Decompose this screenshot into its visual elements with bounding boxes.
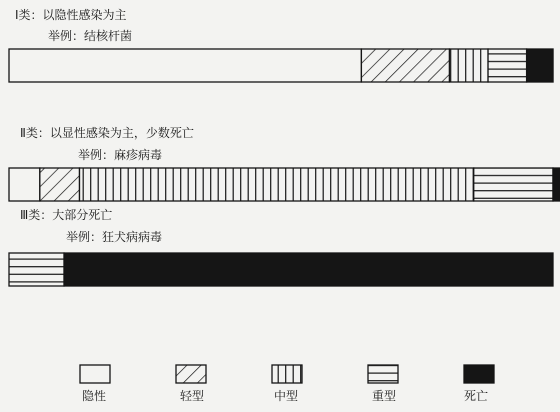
bar-2-segment-mild	[40, 168, 80, 201]
category-3-heading: Ⅲ类：大部分死亡	[20, 208, 113, 222]
legend-swatch-death	[464, 365, 494, 383]
bar-1-segment-inapparent	[9, 49, 361, 82]
legend-label-mild: 轻型	[180, 389, 205, 403]
category-2-example: 举例：麻疹病毒	[78, 148, 163, 162]
bar-3-segment-severe	[9, 253, 64, 286]
legend-swatch-severe	[368, 365, 398, 383]
legend-label-severe: 重型	[372, 389, 397, 403]
bar-1-segment-moderate	[449, 49, 488, 82]
legend-label-death: 死亡	[464, 389, 489, 403]
category-2-heading: Ⅱ类：以显性感染为主，少数死亡	[20, 126, 194, 140]
legend-label-moderate: 中型	[274, 389, 299, 403]
bar-1-segment-mild	[361, 49, 449, 82]
legend-label-inapparent: 隐性	[82, 389, 107, 403]
category-3-example: 举例：狂犬病病毒	[66, 230, 163, 244]
legend-swatch-moderate	[272, 365, 302, 383]
bar-2-segment-severe	[474, 168, 553, 201]
category-1-example: 举例：结核杆菌	[48, 29, 133, 43]
bar-1-segment-death	[527, 49, 553, 82]
legend-swatch-mild	[176, 365, 206, 383]
bar-2-segment-inapparent	[9, 168, 40, 201]
bar-2-segment-moderate	[80, 168, 474, 201]
legend-swatch-inapparent	[80, 365, 110, 383]
category-1-heading: Ⅰ类：以隐性感染为主	[15, 8, 127, 22]
bar-3-segment-death	[64, 253, 553, 286]
bar-1-segment-severe	[488, 49, 527, 82]
bar-2-segment-death	[553, 168, 560, 201]
